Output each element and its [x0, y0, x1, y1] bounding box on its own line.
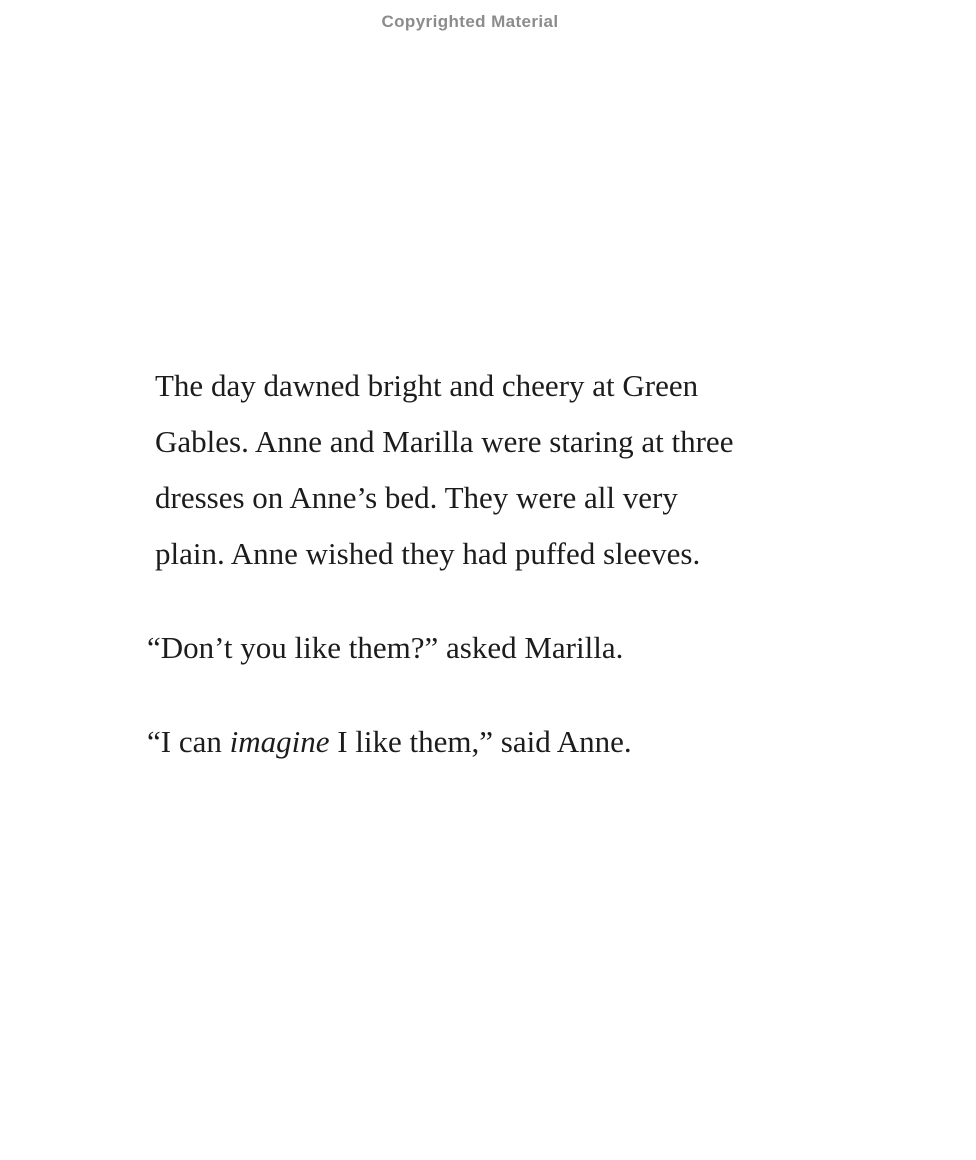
dialogue-anne — [147, 714, 835, 770]
paragraph-line: dresses on Anne’s bed. They were all very — [155, 480, 678, 515]
dialogue-anne-prefix: “I can — [147, 724, 230, 759]
dialogue-marilla: “Don’t you like them?” asked Marilla. — [147, 630, 624, 665]
copyright-notice: Copyrighted Material — [381, 12, 559, 31]
paragraph-line: plain. Anne wished they had puffed sleeves. — [155, 536, 701, 571]
paragraph-narration — [155, 358, 835, 582]
page-text — [147, 358, 835, 770]
paragraph-line: Gables. Anne and Marilla were staring at three — [155, 424, 734, 459]
dialogue-anne-italic-word: imagine — [229, 724, 330, 759]
paragraph-line: The day dawned bright and cheery at Green — [155, 368, 699, 403]
dialogue-anne-suffix: I like them,” said Anne. — [329, 724, 632, 759]
